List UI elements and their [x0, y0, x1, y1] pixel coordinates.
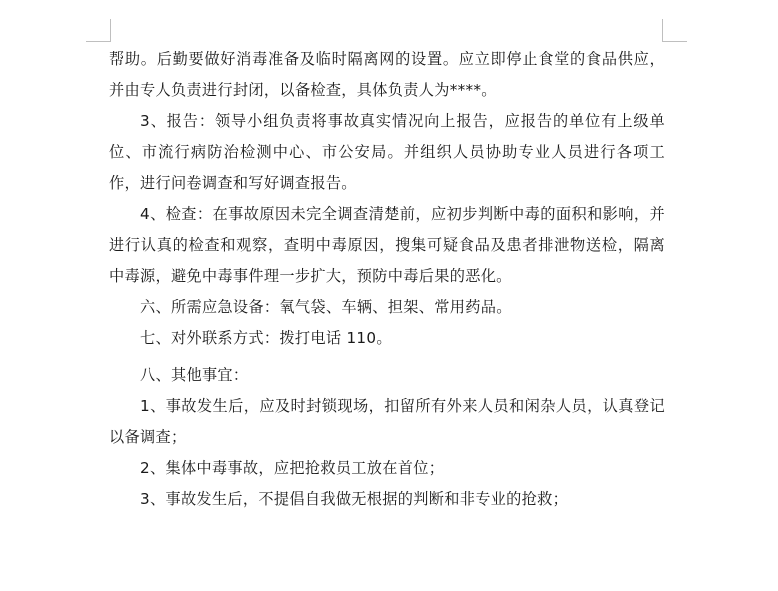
paragraph-inspection: 4、检查：在事故原因未完全调查清楚前，应初步判断中毒的面积和影响，并进行认真的检查和观察，查明中毒原因，搜集可疑食品及患者排泄物送检，隔离中毒源，避免中毒事件理一步扩大，预防中毒后果的恶化。	[109, 205, 665, 285]
document-body[interactable]	[109, 44, 665, 515]
paragraph-item-seal-scene: 1、事故发生后，应及时封锁现场，扣留所有外来人员和闲杂人员，认真登记以备调查；	[109, 397, 665, 446]
paragraph-item-no-amateur-rescue: 3、事故发生后，不提倡自我做无根据的判断和非专业的抢救；	[140, 490, 569, 508]
paragraph-other-matters-heading: 八、其他事宜：	[140, 366, 249, 384]
paragraph-report: 3、报告：领导小组负责将事故真实情况向上报告，应报告的单位有上级单位、市流行病防治检测中心、市公安局。并组织人员协助专业人员进行各项工作，进行问卷调查和写好调查报告。	[109, 112, 665, 192]
paragraph-logistics-help: 帮助。后勤要做好消毒准备及临时隔离网的设置。应立即停止食堂的食品供应，并由专人负责进行封闭，以备检查，具体负责人为****。	[109, 50, 665, 99]
top-left-crop-mark	[86, 19, 111, 42]
paragraph-item-rescue-first: 2、集体中毒事故，应把抢救员工放在首位；	[140, 459, 445, 477]
paragraph-external-contact: 七、对外联系方式：拨打电话 110。	[140, 329, 392, 347]
paragraph-emergency-equipment: 六、所需应急设备：氧气袋、车辆、担架、常用药品。	[140, 298, 512, 316]
top-right-crop-mark	[662, 19, 687, 42]
